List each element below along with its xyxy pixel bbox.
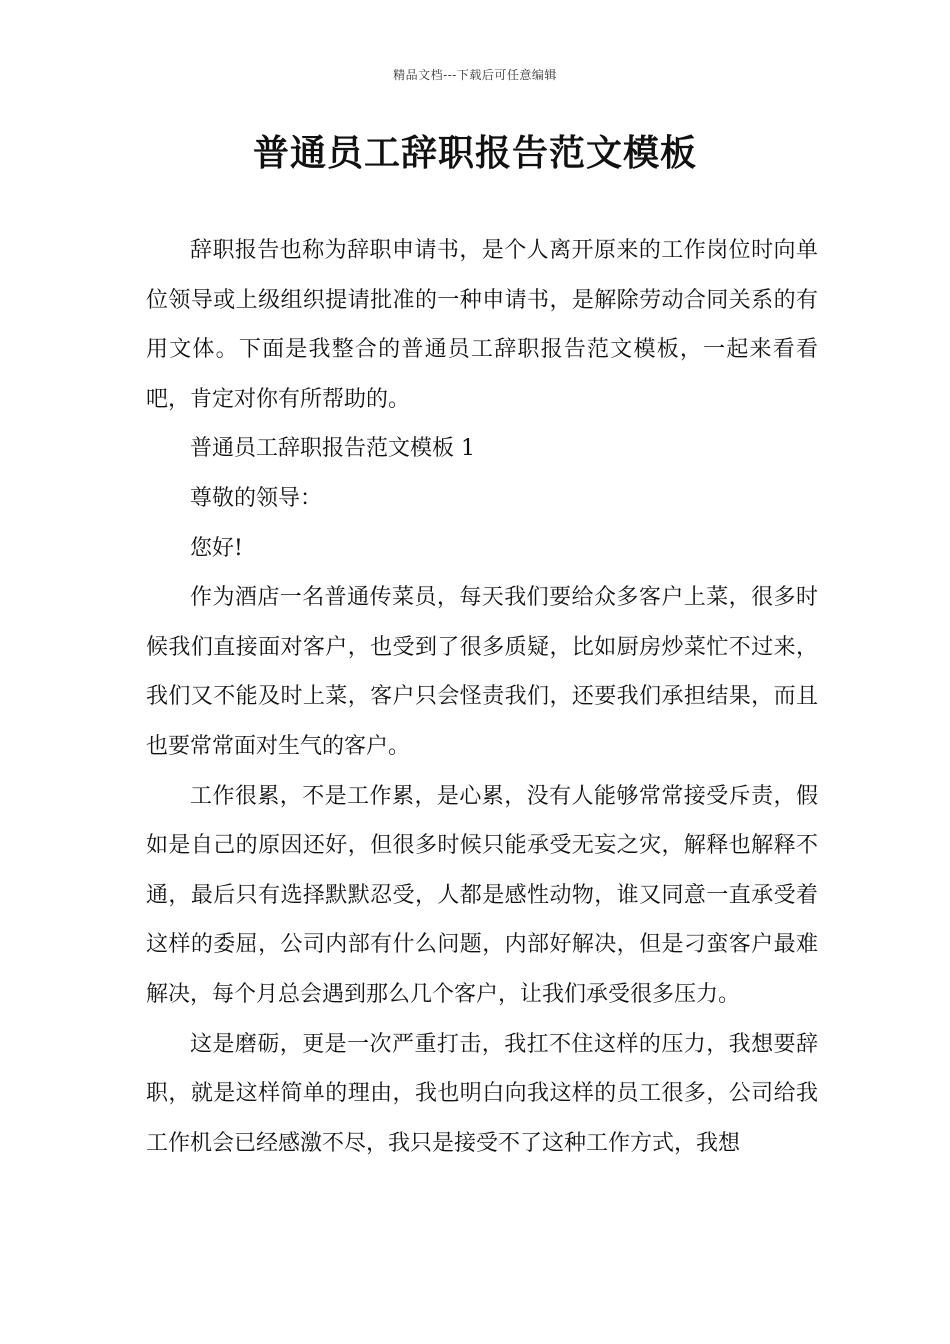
header-note: 精品文档---下载后可任意编辑 — [393, 68, 557, 82]
document-title: 普通员工辞职报告范文模板 — [252, 132, 697, 174]
greeting: 您好! — [190, 535, 243, 561]
body-paragraph: 这是磨砺，更是一次严重打击，我扛不住这样的压力，我想要辞职，就是这样简单的理由，我也明白向我这样的员工很多，公司给我工作机会已经感激不尽，我只是接受不了这种工作方式，我想 — [146, 1031, 818, 1156]
body-paragraph: 作为酒店一名普通传菜员，每天我们要给众多客户上菜，很多时候我们直接面对客户，也受到了很多质疑，比如厨房炒菜忙不过来，我们又不能及时上菜，客户只会怪责我们，还要我们承担结果，而且也要常常面对生气的客户。 — [146, 585, 818, 759]
intro-paragraph: 辞职报告也称为辞职申请书，是个人离开原来的工作岗位时向单位领导或上级组织提请批准的一种申请书，是解除劳动合同关系的有用文体。下面是我整合的普通员工辞职报告范文模板，一起来看看吧，肯定对你有所帮助的。 — [146, 238, 818, 412]
document-body — [146, 226, 818, 1168]
salutation: 尊敬的领导： — [190, 485, 323, 511]
body-paragraph: 工作很累，不是工作累，是心累，没有人能够常常接受斥责，假如是自己的原因还好，但很多时候只能承受无妄之灾，解释也解释不通，最后只有选择默默忍受，人都是感性动物，谁又同意一直承受着这样的委屈，公司内部有什么问题，内部好解决，但是刁蛮客户最难解决，每个月总会遇到那么几个客户，让我们承受很多压力。 — [146, 783, 818, 1007]
section-heading: 普通员工辞职报告范文模板 1 — [190, 436, 475, 462]
